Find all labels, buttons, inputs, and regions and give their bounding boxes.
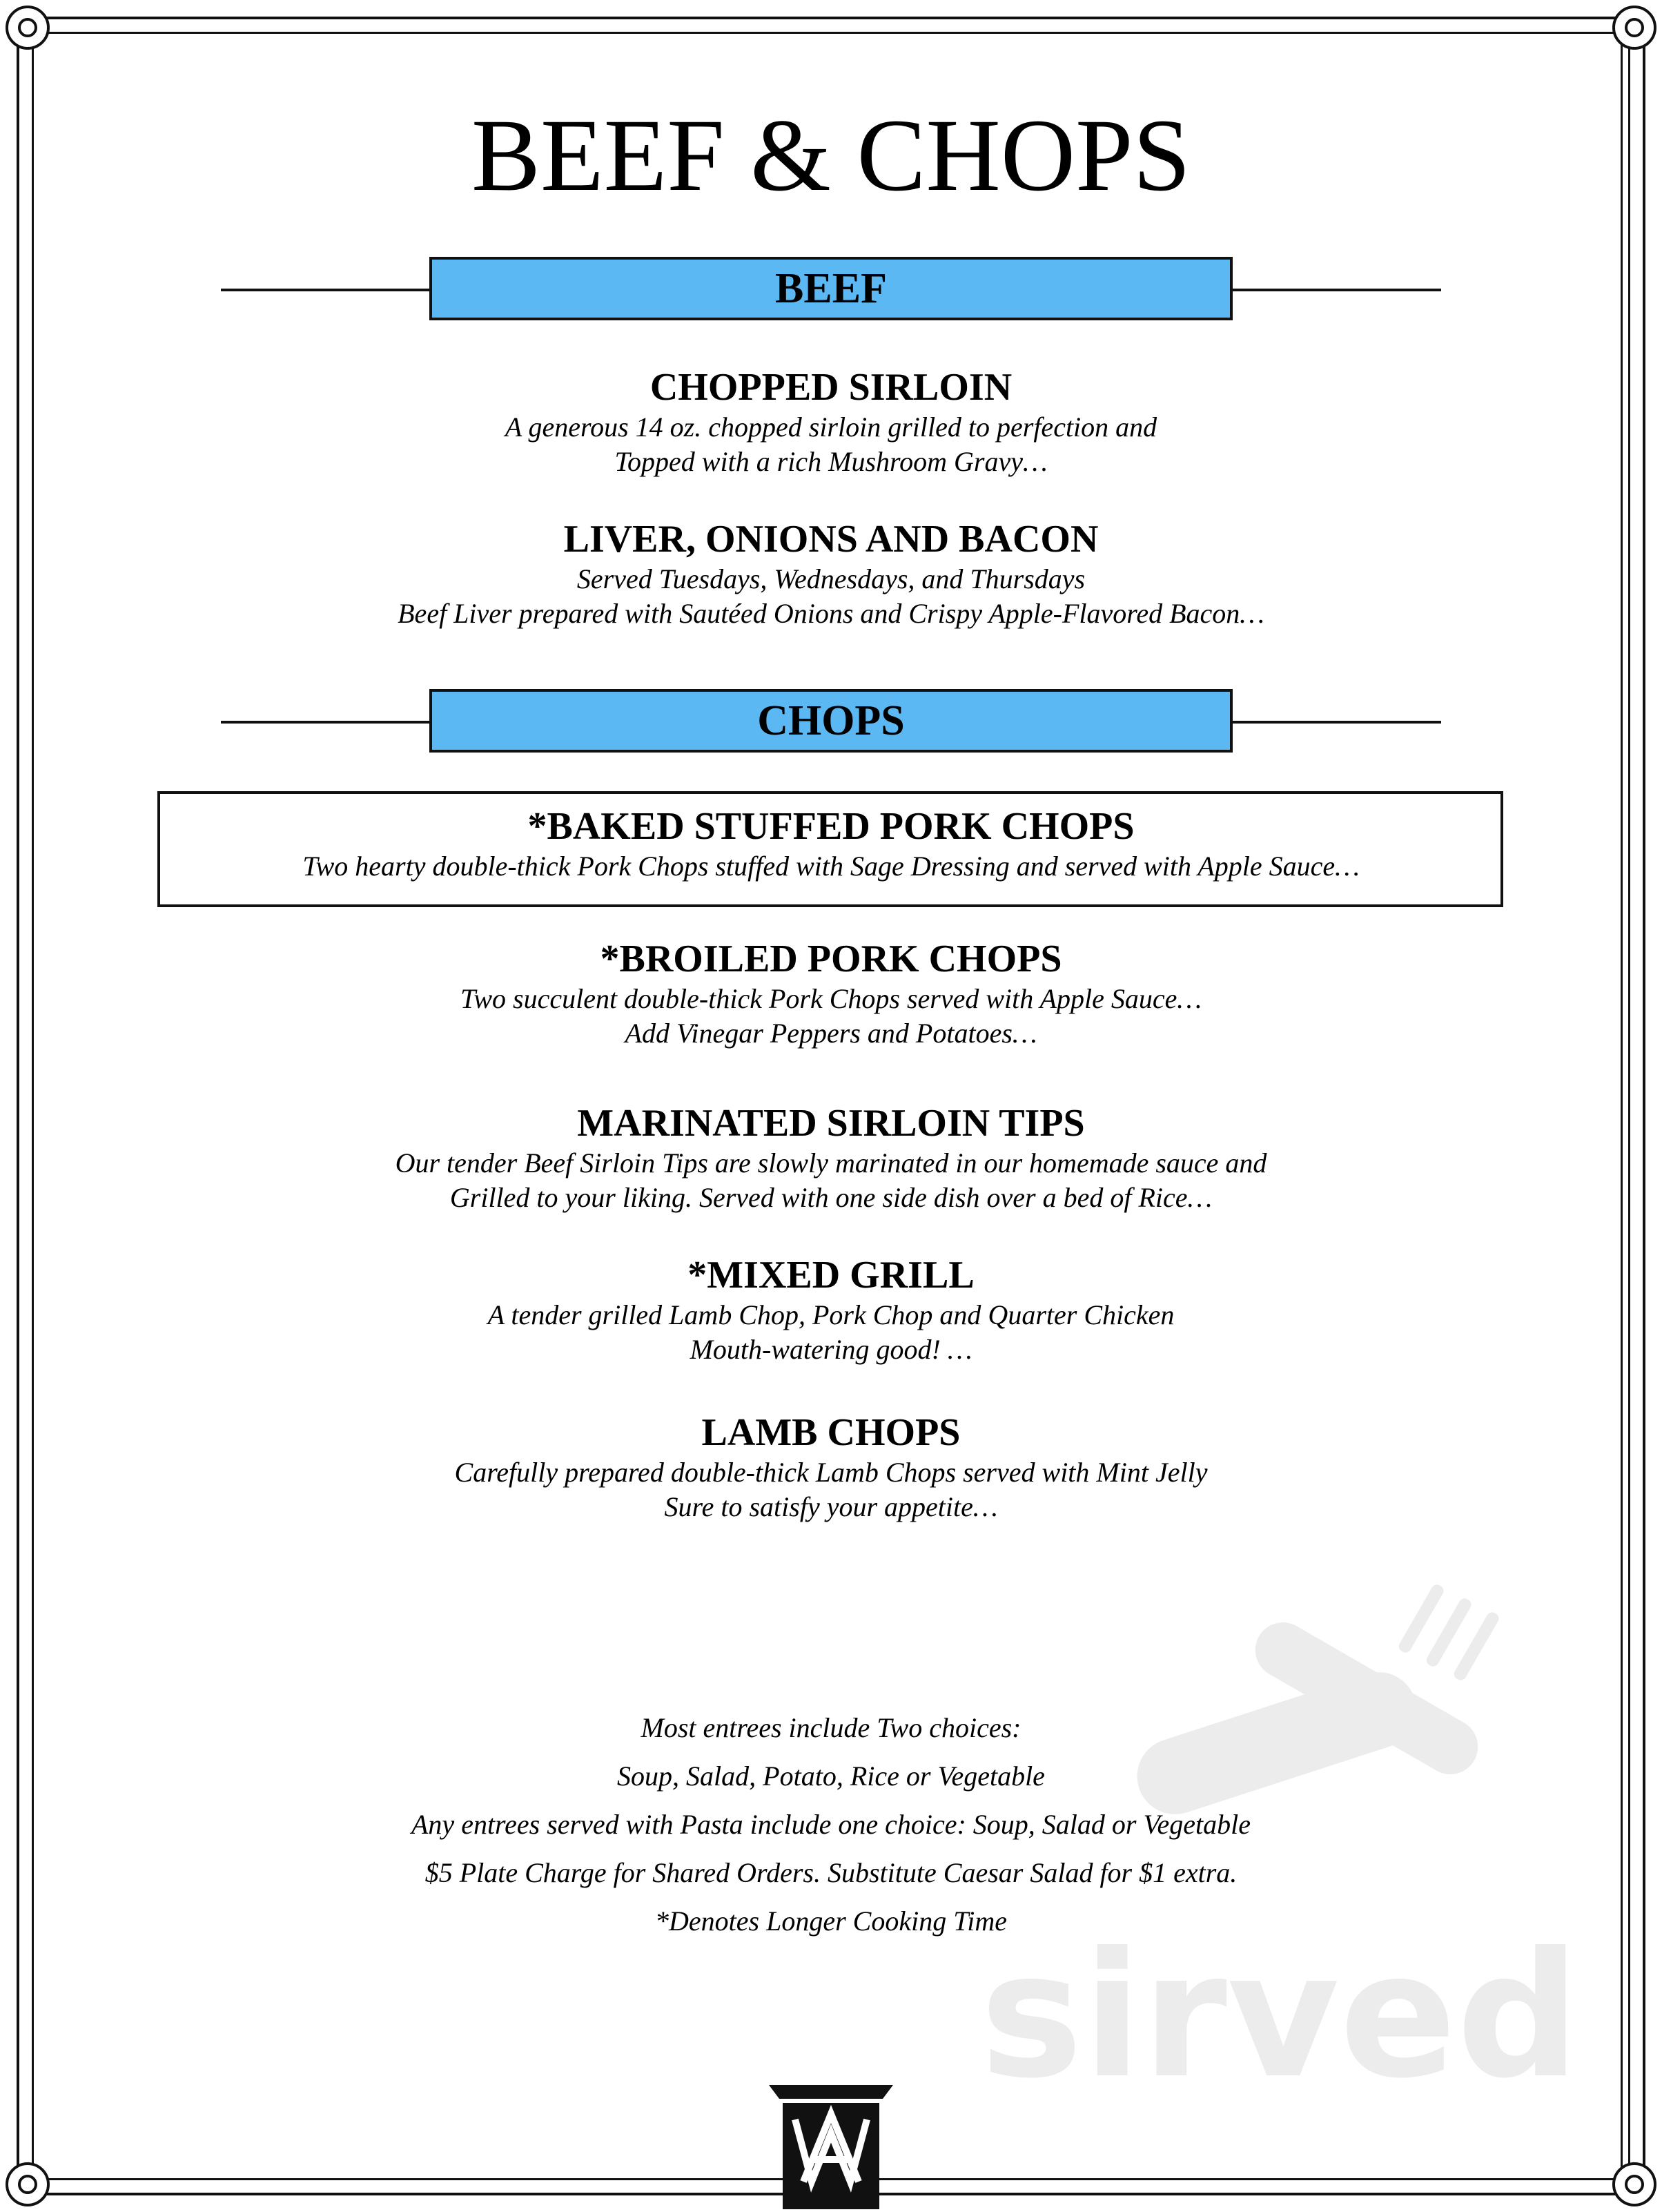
menu-item — [0, 1100, 1662, 1215]
item-name: *MIXED GRILL — [687, 1254, 975, 1297]
menu-item — [0, 1252, 1662, 1367]
item-name: LIVER, ONIONS AND BACON — [563, 518, 1099, 561]
corner-ornament-bottom-left — [6, 2162, 50, 2206]
item-description: A generous 14 oz. chopped sirloin grilled to perfection and — [505, 411, 1157, 443]
section-title-chops: CHOPS — [429, 689, 1233, 753]
item-description: Sure to satisfy your appetite… — [664, 1491, 998, 1522]
menu-item-featured — [0, 804, 1662, 884]
item-description: Beef Liver prepared with Sautéed Onions and Crispy Apple-Flavored Bacon… — [398, 598, 1264, 629]
footer-note: Any entrees served with Pasta include one choice: Soup, Salad or Vegetable — [411, 1809, 1251, 1840]
item-description: Two hearty double-thick Pork Chops stuffed with Sage Dressing and served with Apple Sauce… — [302, 851, 1360, 882]
footer-note: $5 Plate Charge for Shared Orders. Substitute Caesar Salad for $1 extra. — [424, 1857, 1238, 1888]
item-description: Carefully prepared double-thick Lamb Chops served with Mint Jelly — [454, 1457, 1208, 1488]
divider-line — [1233, 289, 1441, 291]
item-description: Two succulent double-thick Pork Chops served with Apple Sauce… — [460, 983, 1202, 1014]
item-name: CHOPPED SIRLOIN — [649, 366, 1013, 409]
item-description: Grilled to your liking. Served with one side dish over a bed of Rice… — [449, 1182, 1213, 1213]
corner-ornament-top-left — [6, 6, 50, 50]
corner-ornament-top-right — [1612, 6, 1656, 50]
monogram-crest-icon — [762, 2078, 900, 2209]
corner-ornament-bottom-right — [1612, 2162, 1656, 2206]
section-title-beef: BEEF — [429, 257, 1233, 320]
divider-line — [221, 289, 429, 291]
footer-note: Soup, Salad, Potato, Rice or Vegetable — [617, 1760, 1045, 1792]
menu-footer-notes — [0, 1704, 1662, 1946]
page-title: BEEF & CHOPS — [471, 98, 1191, 213]
menu-item — [0, 1410, 1662, 1524]
item-name: *BAKED STUFFED PORK CHOPS — [527, 805, 1135, 848]
item-description: Our tender Beef Sirloin Tips are slowly marinated in our homemade sauce and — [395, 1147, 1267, 1178]
menu-item — [0, 365, 1662, 479]
divider-line — [221, 721, 429, 724]
footer-note: *Denotes Longer Cooking Time — [655, 1905, 1007, 1937]
item-description: Mouth-watering good! … — [690, 1334, 972, 1365]
item-description: Add Vinegar Peppers and Potatoes… — [625, 1018, 1037, 1049]
item-description: Served Tuesdays, Wednesdays, and Thursdays — [576, 563, 1086, 594]
item-name: *BROILED PORK CHOPS — [600, 938, 1062, 980]
section-header-beef — [221, 257, 1441, 323]
divider-line — [1233, 721, 1441, 724]
menu-item — [0, 936, 1662, 1051]
item-description: A tender grilled Lamb Chop, Pork Chop and Quarter Chicken — [487, 1299, 1175, 1330]
watermark-brand: sirved — [980, 1915, 1581, 2116]
section-header-chops — [221, 689, 1441, 755]
menu-item — [0, 516, 1662, 631]
item-name: MARINATED SIRLOIN TIPS — [577, 1102, 1085, 1145]
item-name: LAMB CHOPS — [701, 1411, 961, 1454]
footer-note: Most entrees include Two choices: — [641, 1712, 1021, 1743]
item-description: Topped with a rich Mushroom Gravy… — [614, 446, 1048, 477]
